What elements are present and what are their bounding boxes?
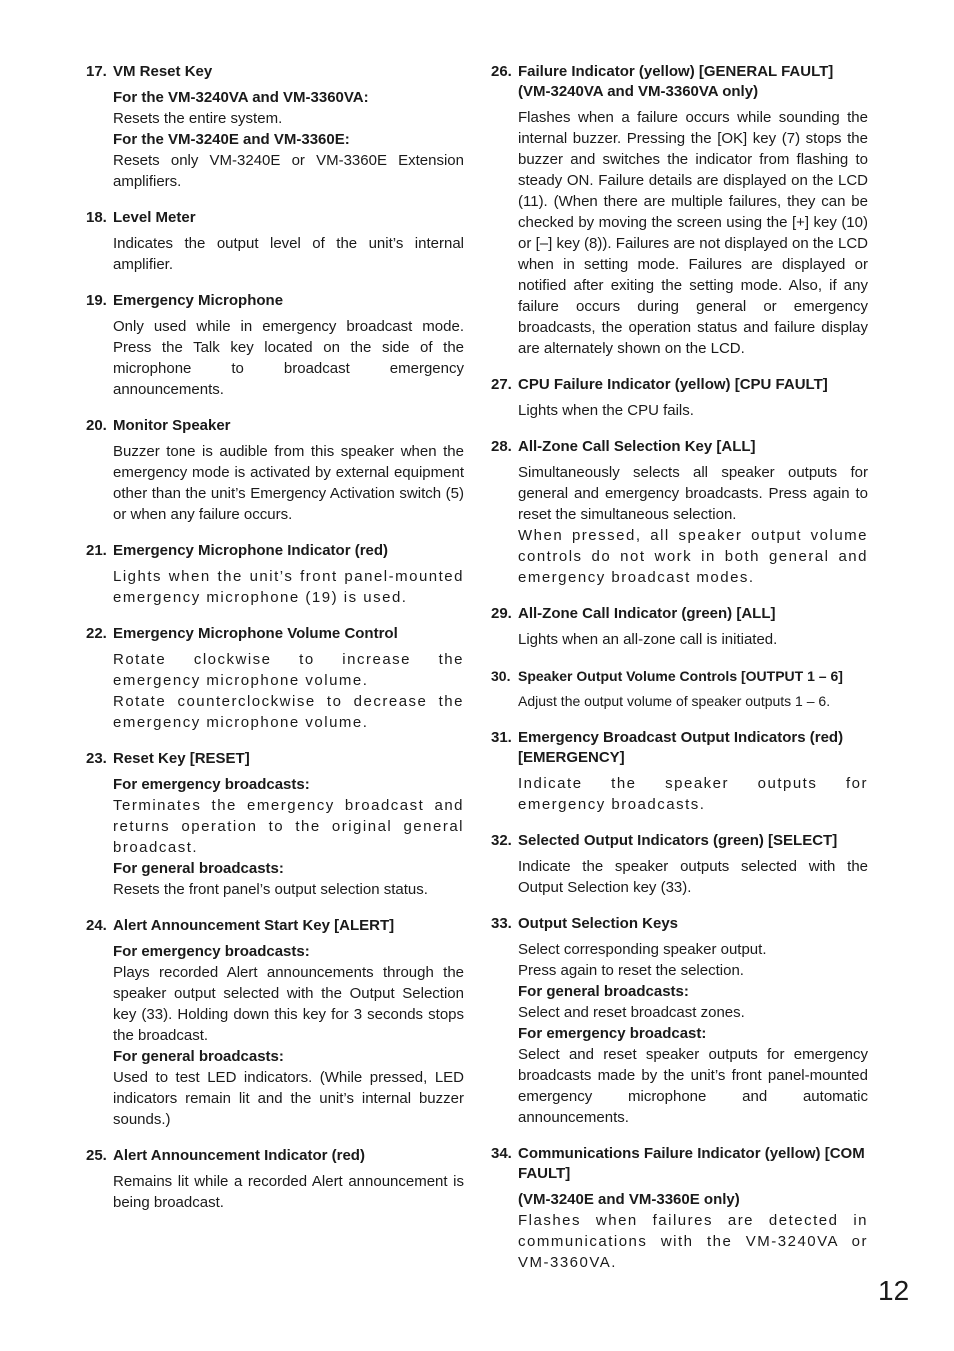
item-body [518, 773, 868, 815]
item-subheading: For emergency broadcasts: [113, 943, 310, 960]
item-paragraph: Rotate counterclockwise to decrease the emergency microphone volume. [113, 693, 464, 731]
item-number: 26. [491, 63, 512, 80]
item-body [113, 566, 464, 608]
item-31 [491, 728, 868, 815]
item-paragraph: Rotate clockwise to increase the emergency microphone volume. [113, 651, 464, 689]
item-heading [491, 831, 868, 851]
item-28 [491, 437, 868, 588]
item-title: Emergency Broadcast Output Indicators (red) [EMERGENCY] [518, 729, 844, 766]
item-body [518, 400, 868, 421]
item-body [518, 856, 868, 898]
item-title: Emergency Microphone Volume Control [113, 625, 398, 642]
item-heading [491, 437, 868, 457]
item-body [113, 441, 464, 525]
item-subheading: For general broadcasts: [113, 860, 284, 877]
item-paragraph: Select and reset speaker outputs for emergency broadcasts made by the unit’s front panel-mounted emergency microphone and automatic announcements. [518, 1046, 868, 1126]
item-number: 31. [491, 729, 512, 746]
item-number: 20. [86, 417, 107, 434]
item-body [518, 939, 868, 1128]
item-heading [86, 416, 464, 436]
item-heading [86, 749, 464, 769]
item-27 [491, 375, 868, 421]
item-body [113, 941, 464, 1130]
item-body [518, 107, 868, 359]
item-paragraph: Press again to reset the selection. [518, 962, 744, 979]
item-subheading: For emergency broadcasts: [113, 776, 310, 793]
item-number: 34. [491, 1145, 512, 1162]
item-32 [491, 831, 868, 898]
item-paragraph: Flashes when a failure occurs while sounding the internal buzzer. Pressing the [OK] key (7) stops the buzzer and switches the indicator from flashing to steady ON. Failure details are displayed on the LCD (11). (When there are multiple failures, they can be checked by moving the screen using the [+] key (10) or [–] key (8)). Failures are not displayed on the LCD when in setting mode. Failures are displayed or notified after exiting the setting mode. Also, if any failure occurs during general or emergency broadcasts, the operation status and failure display are alternately shown on the LCD. [518, 109, 868, 357]
item-19 [86, 291, 464, 400]
item-title: Selected Output Indicators (green) [SELECT] [518, 832, 838, 849]
item-paragraph: Indicate the speaker outputs selected with the Output Selection key (33). [518, 858, 868, 896]
item-paragraph: Remains lit while a recorded Alert announcement is being broadcast. [113, 1173, 464, 1211]
item-title: All-Zone Call Indicator (green) [ALL] [518, 605, 776, 622]
item-heading [491, 62, 868, 102]
item-number: 24. [86, 917, 107, 934]
item-number: 18. [86, 209, 107, 226]
item-subheading: For the VM-3240E and VM-3360E: [113, 131, 350, 148]
item-paragraph: Only used while in emergency broadcast mode. Press the Talk key located on the side of the microphone to broadcast emergency announcements. [113, 318, 464, 398]
item-paragraph: Used to test LED indicators. (While pressed, LED indicators remain lit and the unit’s internal buzzer sounds.) [113, 1069, 464, 1128]
item-paragraph: Plays recorded Alert announcements through the speaker output selected with the Output Selection key (33). Holding down this key for 3 seconds stops the broadcast. [113, 964, 464, 1044]
item-heading [491, 375, 868, 395]
item-body [113, 774, 464, 900]
item-body [113, 316, 464, 400]
item-29 [491, 604, 868, 650]
item-heading [491, 604, 868, 624]
item-heading [86, 624, 464, 644]
item-number: 21. [86, 542, 107, 559]
item-body [518, 1189, 868, 1273]
item-number: 22. [86, 625, 107, 642]
item-heading [86, 1146, 464, 1166]
item-number: 30. [491, 668, 511, 684]
item-18 [86, 208, 464, 275]
item-subheading: (VM-3240E and VM-3360E only) [518, 1191, 740, 1208]
item-number: 32. [491, 832, 512, 849]
item-body [518, 629, 868, 650]
item-paragraph: Resets the entire system. [113, 110, 283, 127]
right-column [491, 62, 868, 1289]
item-heading [86, 208, 464, 228]
item-title: Speaker Output Volume Controls [OUTPUT 1 – 6] [518, 668, 843, 684]
item-body [518, 691, 868, 712]
item-number: 25. [86, 1147, 107, 1164]
item-heading [491, 666, 868, 686]
item-paragraph: Flashes when failures are detected in communications with the VM-3240VA or VM-3360VA. [518, 1212, 868, 1271]
item-30 [491, 666, 868, 712]
item-heading [86, 916, 464, 936]
item-33 [491, 914, 868, 1128]
item-body [113, 1171, 464, 1213]
item-body [518, 462, 868, 588]
item-24 [86, 916, 464, 1130]
item-number: 29. [491, 605, 512, 622]
item-paragraph: When pressed, all speaker output volume controls do not work in both general and emergency broadcast modes. [518, 527, 868, 586]
item-subheading: For emergency broadcast: [518, 1025, 707, 1042]
item-paragraph: Buzzer tone is audible from this speaker when the emergency mode is activated by external equipment other than the unit’s Emergency Activation switch (5) or when any failure occurs. [113, 443, 464, 523]
item-body [113, 233, 464, 275]
item-title: Failure Indicator (yellow) [GENERAL FAULT] (VM-3240VA and VM-3360VA only) [518, 63, 834, 100]
item-paragraph: Terminates the emergency broadcast and returns operation to the original general broadcast. [113, 797, 464, 856]
item-number: 19. [86, 292, 107, 309]
item-paragraph: Resets only VM-3240E or VM-3360E Extension amplifiers. [113, 152, 464, 190]
item-paragraph: Lights when an all-zone call is initiated. [518, 631, 778, 648]
item-number: 33. [491, 915, 512, 932]
item-title: All-Zone Call Selection Key [ALL] [518, 438, 756, 455]
item-26 [491, 62, 868, 359]
item-subheading: For general broadcasts: [113, 1048, 284, 1065]
item-title: Alert Announcement Start Key [ALERT] [113, 917, 395, 934]
page-number: 12 [878, 1275, 910, 1306]
item-paragraph: Lights when the CPU fails. [518, 402, 694, 419]
item-23 [86, 749, 464, 900]
item-title: VM Reset Key [113, 63, 213, 80]
item-17 [86, 62, 464, 192]
item-title: CPU Failure Indicator (yellow) [CPU FAULT] [518, 376, 828, 393]
item-34 [491, 1144, 868, 1273]
item-number: 27. [491, 376, 512, 393]
item-title: Emergency Microphone [113, 292, 284, 309]
item-22 [86, 624, 464, 733]
item-paragraph: Resets the front panel’s output selection status. [113, 881, 428, 898]
item-number: 28. [491, 438, 512, 455]
item-number: 17. [86, 63, 107, 80]
item-heading [491, 728, 868, 768]
item-heading [491, 1144, 868, 1184]
item-body [113, 87, 464, 192]
item-paragraph: Select and reset broadcast zones. [518, 1004, 745, 1021]
item-heading [491, 914, 868, 934]
item-heading [86, 62, 464, 82]
left-column [86, 62, 464, 1229]
item-title: Output Selection Keys [518, 915, 679, 932]
item-subheading: For the VM-3240VA and VM-3360VA: [113, 89, 369, 106]
item-21 [86, 541, 464, 608]
item-heading [86, 291, 464, 311]
item-paragraph: Indicates the output level of the unit’s internal amplifier. [113, 235, 464, 273]
item-title: Emergency Microphone Indicator (red) [113, 542, 389, 559]
item-number: 23. [86, 750, 107, 767]
item-paragraph: Adjust the output volume of speaker outputs 1 – 6. [518, 693, 831, 709]
item-20 [86, 416, 464, 525]
item-paragraph: Lights when the unit’s front panel-mounted emergency microphone (19) is used. [113, 568, 464, 606]
item-paragraph: Indicate the speaker outputs for emergency broadcasts. [518, 775, 868, 813]
item-title: Alert Announcement Indicator (red) [113, 1147, 365, 1164]
item-title: Level Meter [113, 209, 196, 226]
item-title: Reset Key [RESET] [113, 750, 250, 767]
item-25 [86, 1146, 464, 1213]
item-subheading: For general broadcasts: [518, 983, 689, 1000]
item-title: Communications Failure Indicator (yellow) [COM FAULT] [518, 1145, 865, 1182]
item-paragraph: Simultaneously selects all speaker outputs for general and emergency broadcasts. Press again to reset the simultaneous selection. [518, 464, 868, 523]
item-paragraph: Select corresponding speaker output. [518, 941, 767, 958]
item-title: Monitor Speaker [113, 417, 231, 434]
item-body [113, 649, 464, 733]
item-heading [86, 541, 464, 561]
